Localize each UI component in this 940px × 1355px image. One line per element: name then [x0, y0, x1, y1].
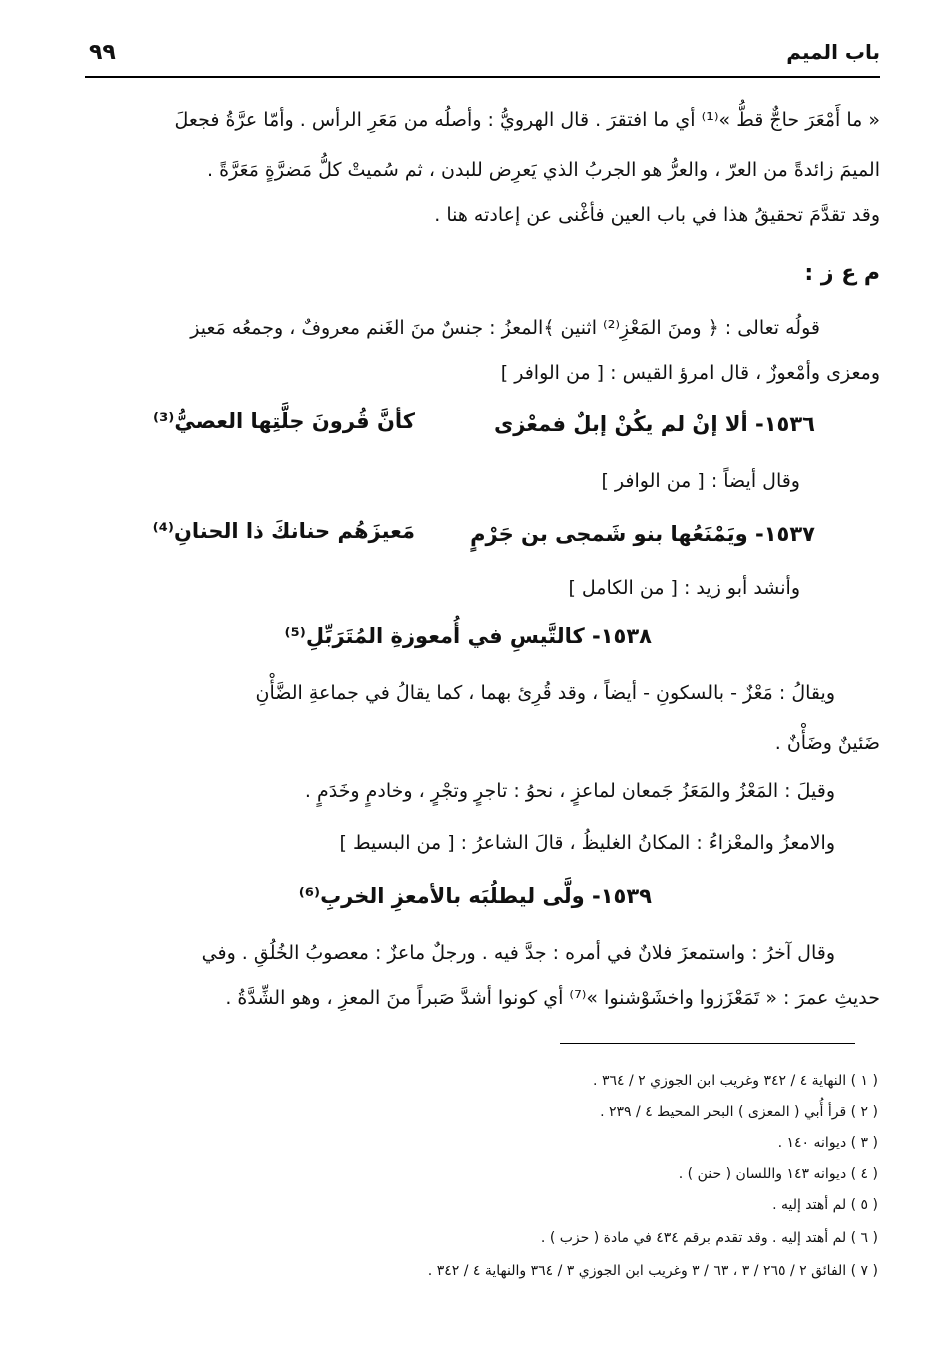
paragraph-line: وأنشد أبو زيد : [ من الكامل ] — [568, 577, 800, 599]
footnote: ( ٥ ) لم أهتد إليه . — [772, 1197, 878, 1213]
verse-single: ١٥٣٨- كالتَّيسِ في أُمعوزةِ المُتَرَبِّلِ⁽⁵⁾ — [284, 624, 652, 648]
verse-second-hemistich: كأنَّ قُرونَ جلَّتِها العصيُّ⁽³⁾ — [153, 409, 415, 433]
verse-second-hemistich: مَعيزَهُم حنانكَ ذا الحنانِ⁽⁴⁾ — [152, 519, 415, 543]
verse-single: ١٥٣٩- ولَّى ليطلُبَه بالأمعزِ الخربِ⁽⁶⁾ — [298, 884, 652, 908]
verse-first-hemistich: ١٥٣٦- ألا إنْ لم يكُنْ إبلٌ فمعْزى — [494, 412, 815, 436]
paragraph-line: وقال أيضاً : [ من الوافر ] — [601, 470, 800, 492]
footnote-separator — [560, 1043, 855, 1044]
paragraph-line: والامعزُ والمعْزاءُ : المكانُ الغليظُ ، قالَ الشاعرُ : [ من البسيط ] — [339, 832, 835, 854]
footnote: ( ١ ) النهاية ٤ / ٣٤٢ وغريب ابن الجوزي ٢ / ٣٦٤ . — [593, 1073, 878, 1089]
paragraph-line: « ما أَمْعَرَ حاجٌّ قطُّ »⁽¹⁾ أي ما افتقرَ . قال الهرويُّ : وأصلُه من مَعَرِ الرأس . وأمّا عرَّةُ فجعلَ — [174, 109, 880, 131]
footnote: ( ٧ ) الفائق ٢ / ٢٦٥ / ٣ ، ٦٣ / ٣ وغريب ابن الجوزي ٣ / ٣٦٤ والنهاية ٤ / ٣٤٢ . — [427, 1263, 878, 1279]
paragraph-line: الميمَ زائدةً من العرّ ، والعرُّ هو الجربُ الذي يَعرِض للبدن ، ثم سُميتْ كلُّ مَضرَّةٍ مَعَرَّةً . — [207, 159, 880, 181]
footnote: ( ٤ ) ديوانه ١٤٣ واللسان ( حنن ) . — [678, 1166, 878, 1182]
paragraph-line: ضَئينٌ وضَأْنٌ . — [774, 732, 880, 754]
paragraph-line: حديثِ عمرَ : « تَمَعْزَزوا واخشَوْشنوا »⁽⁷⁾ أي كونوا أشدَّ صَبراً منَ المعزِ ، وهو الشِّدَّةُ . — [225, 987, 880, 1009]
footnote: ( ٦ ) لم أهتد إليه . وقد تقدم برقم ٤٣٤ في مادة ( حزب ) . — [540, 1230, 878, 1246]
paragraph-line: ومعزى وأمْعوزٌ ، قال امرؤ القيس : [ من الوافر ] — [500, 362, 880, 384]
paragraph-line: وقد تقدَّمَ تحقيقُ هذا في باب العين فأغْنى عن إعادته هنا . — [434, 204, 880, 226]
paragraph-line: وقيلَ : المَعْزُ والمَعَزُ جَمعان لماعزٍ ، نحوُ : تاجرٍ وتجْرٍ ، وخادمٍ وخَدَمٍ . — [304, 780, 835, 802]
page-header — [85, 40, 880, 78]
footnote: ( ٣ ) ديوانه ١٤٠ . — [777, 1135, 878, 1151]
chapter-title: باب الميم — [786, 40, 880, 64]
header-rule — [85, 76, 880, 78]
page-number: ٩٩ — [89, 40, 116, 65]
root-heading: م ع ز : — [804, 261, 880, 286]
verse-first-hemistich: ١٥٣٧- ويَمْنَعُها بنو شَمجى بن جَرْمٍ — [470, 522, 815, 546]
paragraph-line: قولُه تعالى : ﴿ ومنَ المَعْزِ⁽²⁾ اثنين ﴾المعزُ : جنسٌ منَ الغَنم معروفٌ ، وجمعُه مَعيز — [190, 317, 820, 339]
footnote: ( ٢ ) قرأ أُبي ( المعزى ) البحر المحيط ٤ / ٢٣٩ . — [600, 1104, 878, 1120]
paragraph-line: وقال آخرُ : واستمعزَ فلانٌ في أمره : جدَّ فيه . ورجلٌ ماعزٌ : معصوبُ الخُلُقِ . وفي — [201, 942, 835, 964]
paragraph-line: ويقالُ : مَعْزٌ - بالسكونِ - أيضاً ، وقد قُرِئ بهما ، كما يقالُ في جماعةِ الضَّأْنِ — [255, 682, 835, 704]
